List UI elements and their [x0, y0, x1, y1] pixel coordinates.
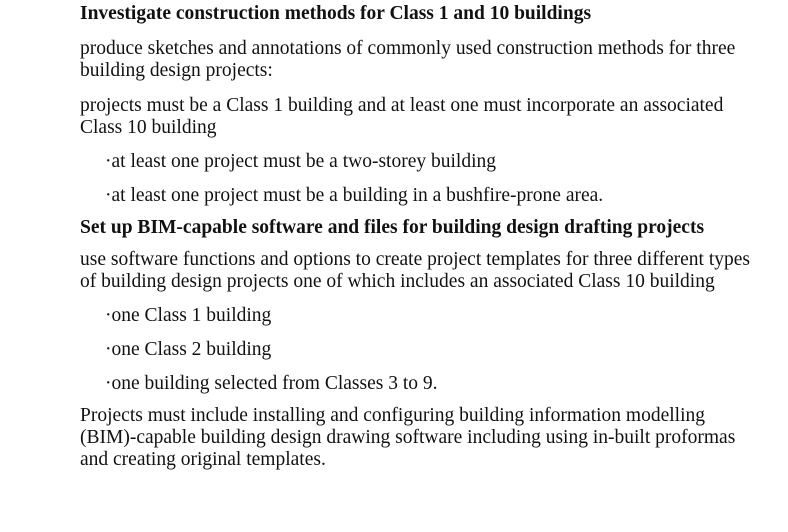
bullet-class-1-building: ·one Class 1 building: [105, 305, 272, 326]
document-page: [80, 0, 760, 471]
bullet-classes-3-to-9: ·one building selected from Classes 3 to 9.: [105, 373, 438, 394]
paragraph-class-1-requirement: projects must be a Class 1 building and at least one must incorporate an associated Class 10 building: [80, 95, 724, 138]
bullet-class-2-building: ·one Class 2 building: [105, 339, 272, 360]
paragraph-project-templates: use software functions and options to create project templates for three different types of building design projects one of which includes an associated Class 10 building: [80, 249, 750, 292]
paragraph-bim-installation: Projects must include installing and configuring building information modelling (BIM)-capable building design drawing software including using in-built proformas and creating original templates.: [80, 405, 736, 470]
section-heading-construction-methods: Investigate construction methods for Class 1 and 10 buildings: [80, 3, 592, 24]
section-heading-bim-software: Set up BIM-capable software and files for building design drafting projects: [80, 217, 705, 238]
paragraph-produce-sketches: produce sketches and annotations of commonly used construction methods for three building design projects:: [80, 38, 736, 81]
bullet-two-storey: ·at least one project must be a two-storey building: [105, 151, 496, 172]
bullet-bushfire-prone: ·at least one project must be a building in a bushfire-prone area.: [105, 185, 604, 206]
